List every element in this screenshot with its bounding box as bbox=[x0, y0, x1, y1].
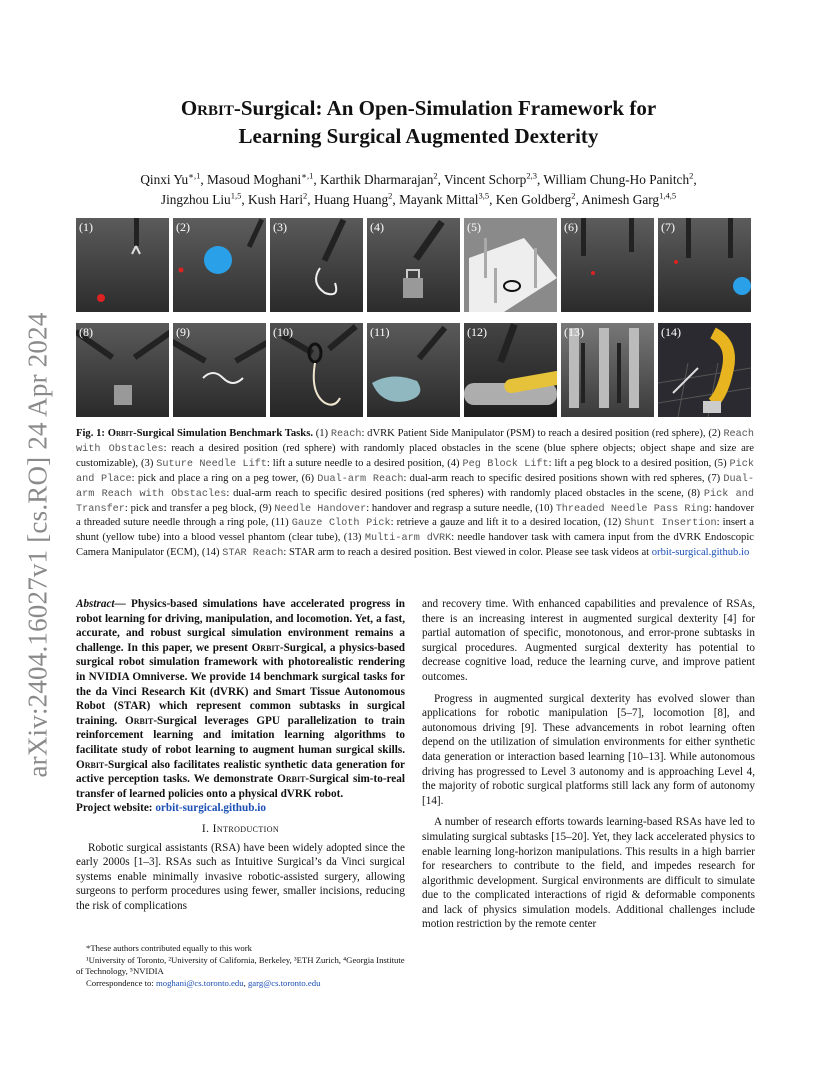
figure-panel-12 bbox=[464, 323, 557, 417]
correspondence-label: Correspondence to: bbox=[86, 977, 156, 988]
caption-text: : lift a peg block to a desired position, (5) bbox=[548, 457, 730, 469]
caption-bold: Fig. 1: bbox=[76, 428, 108, 439]
figure-panel-6 bbox=[561, 218, 654, 312]
figure-panel-13 bbox=[561, 323, 654, 417]
task-name: Gauze Cloth Pick bbox=[291, 518, 391, 530]
author-affiliation-sup: 2 bbox=[571, 190, 576, 201]
author-name: Huang Huang bbox=[313, 192, 389, 207]
arxiv-stamp-text: arXiv:2404.16027v1 [cs.RO] 24 Apr 2024 bbox=[22, 312, 53, 778]
footnote-affiliations: ¹University of Toronto, ²University of California, Berkeley, ³ETH Zurich, ⁴Georgia Institute of Technology, ⁵NVIDIA bbox=[76, 954, 405, 977]
figure-panel-label: (13) bbox=[564, 325, 584, 339]
task-name: Shunt Insertion bbox=[624, 518, 717, 530]
caption-text: : reach a desired position (red sphere) with randomly placed obstacles in the scene (blue sphere objects; object shape and size are customizable), (3) bbox=[76, 442, 755, 469]
task-name: Dual-arm Reach with Obstacles bbox=[76, 473, 754, 500]
task-name: Dual-arm Reach bbox=[317, 473, 404, 485]
abstract-orbit: Orbit bbox=[251, 641, 280, 654]
task-name: Suture Needle Lift bbox=[156, 458, 267, 470]
task-name: Peg Block Lift bbox=[462, 458, 549, 470]
author-affiliation-sup: 2 bbox=[303, 190, 308, 201]
body-paragraph: A number of research efforts towards learning-based RSAs have led to simulating surgical subtasks [15–20]. Yet, they lack accelerated physics to enable learning long-horizon manipulations. This results in a high barrier for researchers to contribute to the field, and impedes research for algorithmic development. Surgical environments are difficult to simulate due to the complicated interactions of rigid & deformable components and lack of physics simulation models. Additional challenges include motion restriction by the remote center bbox=[422, 816, 755, 931]
author-name: Mayank Mittal bbox=[399, 192, 479, 207]
task-name: Pick and Place bbox=[76, 458, 755, 485]
figure-panel-label: (5) bbox=[467, 220, 481, 234]
author-affiliation-sup: 1,4,5 bbox=[659, 190, 677, 201]
figure-panel-label: (12) bbox=[467, 325, 487, 339]
caption-text: : pick and transfer a peg block, (9) bbox=[124, 502, 275, 514]
abstract-label: Abstract bbox=[76, 598, 115, 610]
email-link[interactable]: moghani@cs.toronto.edu bbox=[155, 977, 244, 988]
abstract-text: -Surgical, a physics-based surgical robot simulation framework with photorealistic rendering in NVIDIA Omniverse. We provide 14 benchmark surgical tasks for the da Vinci Research Kit (dVRK) and Smart Tissue Autonomous Robot (STAR) which represent common subtasks in surgical training. bbox=[76, 641, 406, 727]
email-link[interactable]: garg@cs.toronto.edu bbox=[247, 977, 321, 988]
author-affiliation-sup: 2 bbox=[433, 170, 438, 181]
author-name: Masoud Moghani bbox=[207, 172, 302, 187]
caption-text: : dVRK Patient Side Manipulator (PSM) to reach a desired position (red sphere), (2) bbox=[361, 428, 724, 439]
figure-panel-3 bbox=[270, 218, 363, 312]
section-heading: I. Introduction bbox=[201, 822, 280, 835]
figure-panel-label: (2) bbox=[176, 220, 190, 234]
figure-panel-10 bbox=[270, 323, 363, 417]
right-column bbox=[422, 597, 755, 932]
abstract-text: -Surgical leverages GPU parallelization to train reinforcement learning and imitation learning algorithms to facilitate study of robot learning to augment human surgical skills. bbox=[76, 714, 405, 756]
task-name: Pick and Transfer bbox=[76, 488, 754, 515]
authors-line-2: Jingzhou Liu$^{1,5}$, Kush Hari$^2$, Huang Huang$^2$, Mayank Mittal$^{3,5}$, Ken Goldberg$^2$, Animesh Garg$^{1,4,5}$ bbox=[160, 190, 677, 207]
caption-text: : handover and regrasp a suture needle, (10) bbox=[366, 502, 556, 514]
task-name: Needle Handover bbox=[274, 503, 367, 515]
figure-panel-label: (4) bbox=[370, 220, 384, 234]
caption-text: : needle handover task with camera input from the dVRK Endoscopic Camera Manipulator (ECM), (14) bbox=[76, 532, 754, 559]
figure-panel-11 bbox=[367, 323, 460, 417]
abstract-text: -Surgical also facilitates realistic synthetic data generation for active perception tasks. We demonstrate bbox=[76, 758, 405, 786]
task-name: Multi-arm dVRK bbox=[364, 533, 452, 545]
abstract-orbit: Orbit bbox=[277, 773, 306, 786]
author-name: Kush Hari bbox=[248, 192, 304, 207]
figure-panel-1 bbox=[76, 218, 169, 312]
author-name: Ken Goldberg bbox=[495, 192, 572, 207]
project-website-label: Project website: bbox=[76, 802, 156, 815]
figure-panel-label: (7) bbox=[661, 220, 675, 234]
author-affiliation-sup: 1,5 bbox=[230, 190, 242, 201]
figure-row-1 bbox=[76, 218, 753, 312]
figure-panel-9 bbox=[173, 323, 266, 417]
caption-text: : retrieve a gauze and lift it to a desired location, (12) bbox=[390, 517, 625, 529]
caption-text: (1) bbox=[312, 428, 331, 439]
author-affiliation-sup: ∗,1 bbox=[188, 170, 201, 181]
project-website-link[interactable]: orbit-surgical.github.io bbox=[155, 802, 266, 815]
abstract-text: -Surgical sim-to-real transfer of learned policies onto a physical dVRK robot. bbox=[76, 773, 405, 800]
intro-paragraph: Robotic surgical assistants (RSA) have been widely adopted since the early 2000s [1–3]. RSAs such as Intuitive Surgical’s da Vinci surgical systems enable minimally invasive robotic-assisted surgery, allowing surgeons to perform procedures using fewer, smaller incisions, reducing the risk of complications bbox=[76, 841, 405, 912]
author-name: William Chung-Ho Panitch bbox=[543, 172, 690, 187]
figure-panel-14 bbox=[658, 323, 751, 417]
email-separator: , bbox=[243, 977, 248, 988]
figure-panel-2 bbox=[173, 218, 266, 312]
footnotes bbox=[76, 943, 405, 989]
author-affiliation-sup: ∗,1 bbox=[301, 170, 314, 181]
author-affiliation-sup: 3,5 bbox=[478, 190, 490, 201]
figure-panel-label: (10) bbox=[273, 325, 293, 339]
body-paragraph: and recovery time. With enhanced capabilities and prevalence of RSAs, there is an increasing interest in augmented surgical dexterity [4] for partial automation of specific, monotonous, and error-prone subtasks in surgical procedures. Augmented surgical dexterity has potential to decrease cognitive load, reduce the learning curve, and improve patient outcomes. bbox=[422, 598, 755, 683]
left-column bbox=[76, 597, 405, 913]
author-name: Qinxi Yu bbox=[140, 172, 189, 187]
caption-text: : pick and place a ring on a peg tower, (6) bbox=[131, 472, 318, 484]
figure-panel-label: (11) bbox=[370, 325, 390, 339]
author-name: Animesh Garg bbox=[581, 192, 660, 207]
author-affiliation-sup: 2 bbox=[388, 190, 393, 201]
abstract-orbit: Orbit bbox=[76, 758, 105, 771]
authors-line-1: Qinxi $Yu^{∗,1}$, Masoud Moghani$^{∗,1}$, Karthik Dharmarajan$^2$, Vincent Schorp$^{2,3}$, William Chung-Ho Panitch$^2$, bbox=[140, 170, 697, 187]
figure-panel-label: (8) bbox=[79, 325, 93, 339]
footnote-equal-contrib: *These authors contributed equally to this work bbox=[86, 943, 252, 953]
task-name: Threaded Needle Pass Ring bbox=[555, 503, 709, 515]
abstract-text: Physics-based simulations have accelerated progress in robot learning for driving, manipulation, and locomotion. Yet, a fast, accurate, and robust surgical simulation environment remains a challenge. In this paper, we present bbox=[76, 598, 405, 654]
caption-text: : dual-arm reach to specific desired positions (red spheres) with randomly placed obstacles in the scene, (8) bbox=[226, 487, 704, 499]
abstract bbox=[76, 597, 405, 816]
author-affiliation-sup: 2,3 bbox=[526, 170, 537, 181]
caption-link[interactable]: orbit-surgical.github.io bbox=[651, 547, 750, 559]
footnote-correspondence bbox=[76, 978, 405, 990]
author-name: Vincent Schorp bbox=[444, 172, 527, 187]
figure-panel-label: (9) bbox=[176, 325, 190, 339]
abstract-dash: — bbox=[114, 598, 132, 610]
figure-row-2 bbox=[76, 323, 753, 417]
abstract-orbit: Orbit bbox=[125, 714, 154, 727]
body-paragraph: Progress in augmented surgical dexterity has evolved slower than applications for robotic manipulation [5–7], locomotion [8], and autonomous driving [9]. These advancements in robot learning often depend on the utilization of simulation environments for either synthetic data generation or interaction based learning [10–13]. While autonomous driving has progressed to Level 3 autonomy and is approaching Level 4, the majority of robotic surgical platforms still lack any form of autonomy [14]. bbox=[422, 692, 755, 807]
figure-panel-label: (1) bbox=[79, 220, 93, 234]
figure-panel-label: (3) bbox=[273, 220, 287, 234]
figure-caption bbox=[76, 427, 754, 561]
title-prefix: Orbit bbox=[180, 96, 234, 120]
paper-title bbox=[80, 94, 757, 150]
author-affiliation-sup: 2 bbox=[689, 170, 694, 181]
caption-orbit: Orbit bbox=[107, 428, 134, 439]
caption-text: : handover a threaded suture needle through a ring pole, (11) bbox=[76, 502, 754, 529]
title-line1: -Surgical: An Open-Simulation Framework for bbox=[233, 96, 657, 120]
task-name: STAR Reach bbox=[222, 548, 284, 560]
figure-panel-8 bbox=[76, 323, 169, 417]
caption-text: : STAR arm to reach a desired position. Best viewed in color. Please see task videos at bbox=[283, 547, 652, 559]
caption-text: : dual-arm reach to specific desired positions shown with red spheres, (7) bbox=[403, 472, 724, 484]
title-line2: Learning Surgical Augmented Dexterity bbox=[238, 124, 599, 148]
figure-panel-label: (14) bbox=[661, 325, 681, 339]
task-name: Reach with Obstacles bbox=[76, 429, 755, 455]
figure-panel-4 bbox=[367, 218, 460, 312]
caption-text: : insert a shunt (yellow tube) into a blood vessel phantom (clear tube), (13) bbox=[76, 517, 755, 544]
caption-text: : lift a suture needle to a desired position, (4) bbox=[266, 457, 463, 469]
task-name: Reach bbox=[330, 429, 362, 440]
figure-panel-7 bbox=[658, 218, 751, 312]
figure-panel-5 bbox=[464, 218, 557, 312]
figure-panel-label: (6) bbox=[564, 220, 578, 234]
arxiv-stamp bbox=[0, 0, 66, 1072]
author-list bbox=[80, 170, 757, 210]
author-name: Karthik Dharmarajan bbox=[320, 172, 434, 187]
author-name: Jingzhou Liu bbox=[160, 192, 231, 207]
caption-bold: -Surgical Simulation Benchmark Tasks. bbox=[133, 428, 313, 439]
